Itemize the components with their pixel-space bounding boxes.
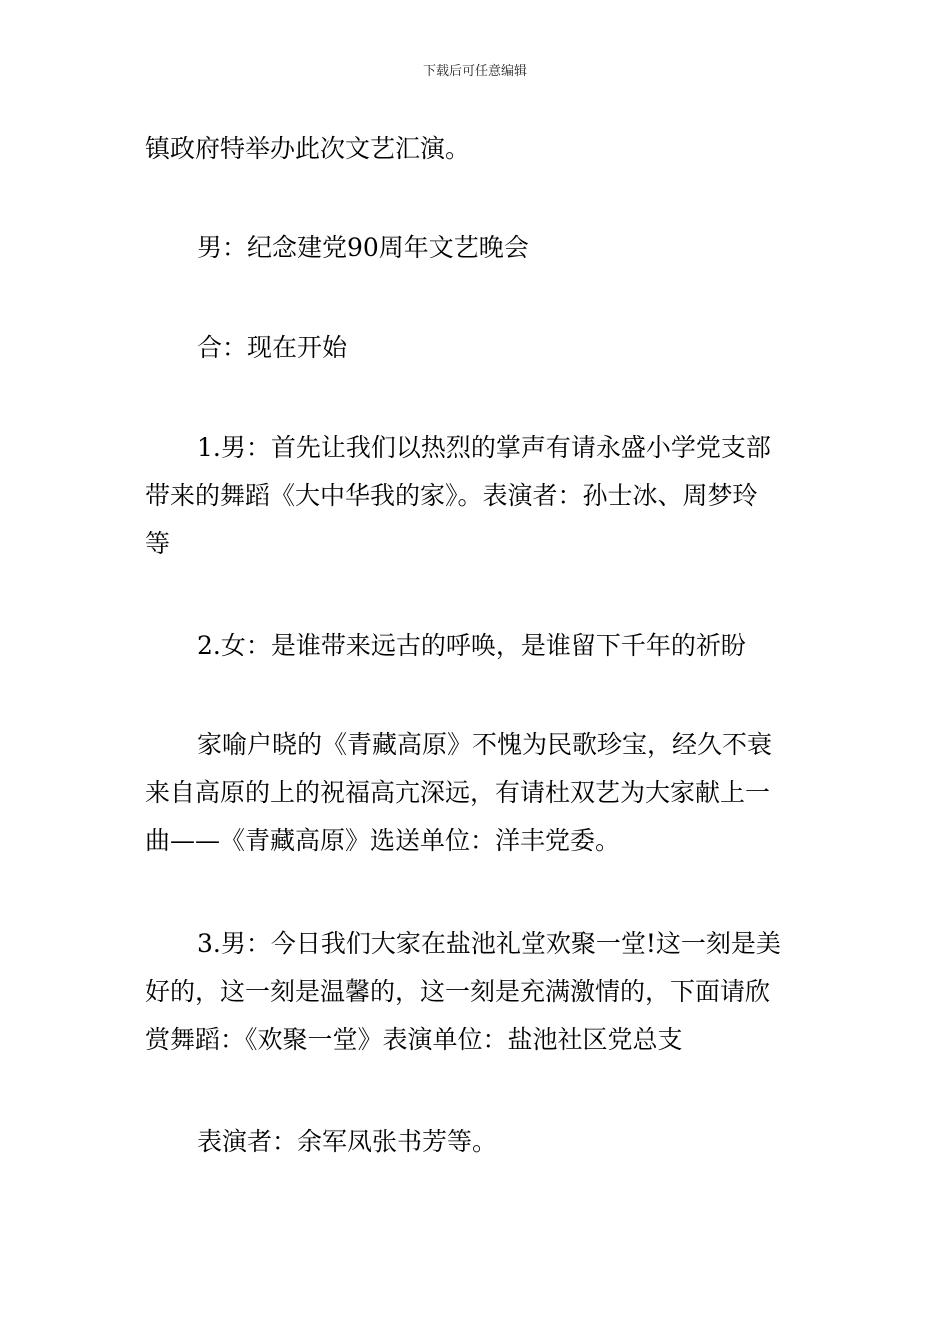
paragraph-6 xyxy=(145,721,810,865)
paragraph-8 xyxy=(145,1118,810,1166)
text-line: 表演者：余军凤张书芳等。 xyxy=(197,1127,498,1156)
text-line: 男：纪念建党90周年文艺晚会 xyxy=(197,233,529,262)
text-line: 等 xyxy=(145,529,171,558)
paragraph-5 xyxy=(145,622,810,670)
paragraph-7 xyxy=(145,920,810,1064)
paragraph-4 xyxy=(145,424,810,568)
paragraph-3 xyxy=(145,324,810,372)
text-line: 家喻户晓的《青藏高原》不愧为民歌珍宝，经久不衰 xyxy=(197,730,773,759)
paragraph-2 xyxy=(145,224,810,272)
page-header: 下载后可任意编辑 xyxy=(422,64,527,79)
text-line: 镇政府特举办此次文艺汇演。 xyxy=(145,134,471,163)
paragraph-1 xyxy=(145,125,810,173)
text-line: 带来的舞蹈《大中华我的家》。表演者：孙士冰、周梦玲 xyxy=(145,481,758,510)
text-line: 赏舞蹈：《欢聚一堂》表演单位：盐池社区党总支 xyxy=(145,1025,683,1054)
text-line: 来自高原的上的祝福高亢深远，有请杜双艺为大家献上一 xyxy=(145,778,771,807)
text-line: 3.男：今日我们大家在盐池礼堂欢聚一堂!这一刻是美 xyxy=(197,929,781,958)
text-line: 好的，这一刻是温馨的，这一刻是充满激情的，下面请欣 xyxy=(145,977,771,1006)
text-line: 曲——《青藏高原》选送单位：洋丰党委。 xyxy=(145,826,621,855)
text-line: 2.女：是谁带来远古的呼唤，是谁留下千年的祈盼 xyxy=(197,631,746,660)
text-line: 1.男：首先让我们以热烈的掌声有请永盛小学党支部 xyxy=(197,433,771,462)
text-line: 合：现在开始 xyxy=(197,333,348,362)
